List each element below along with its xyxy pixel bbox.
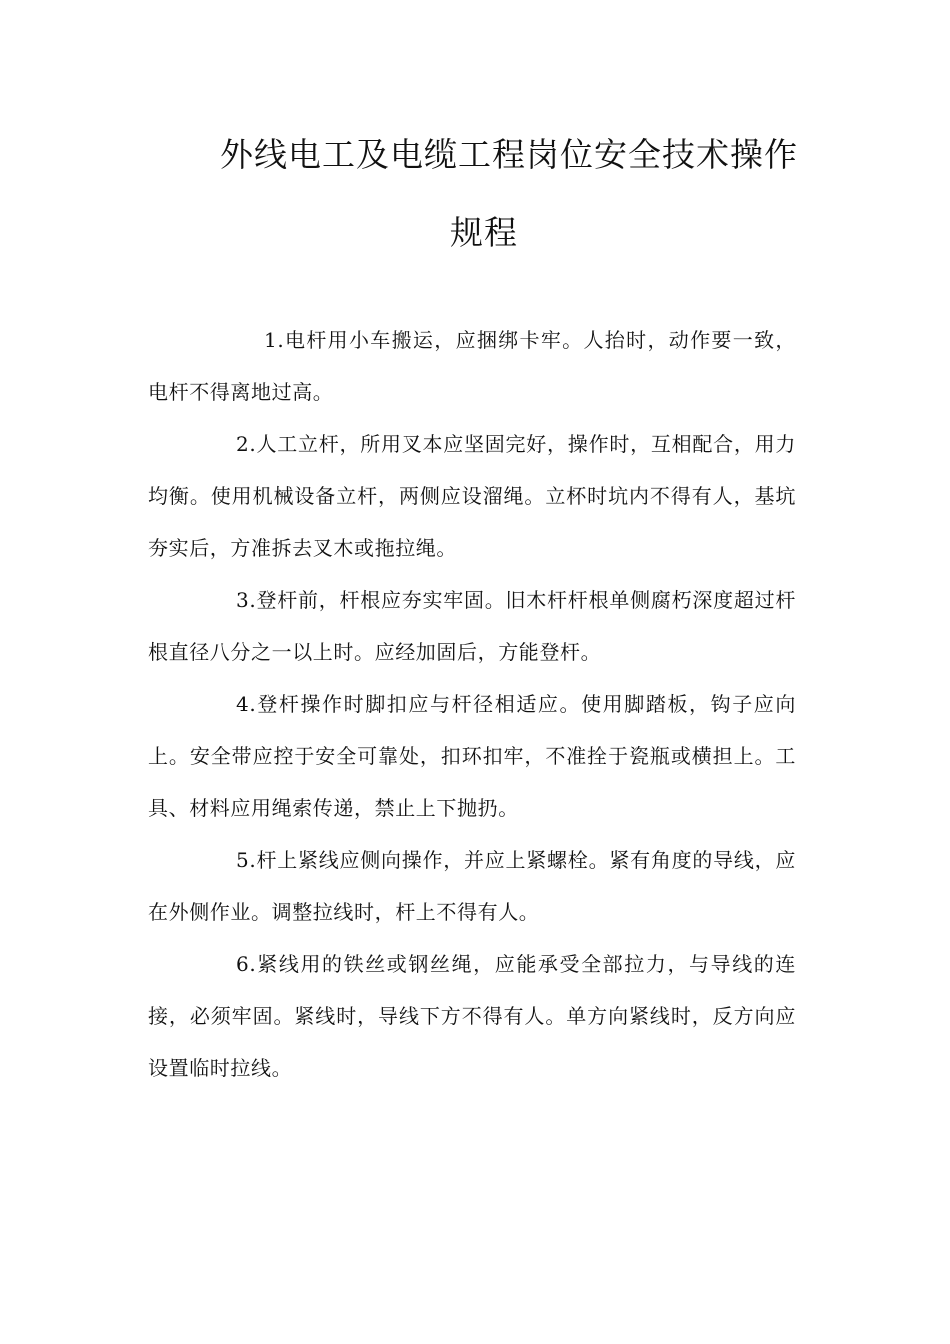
title-line-2: 规程	[450, 213, 518, 252]
paragraph-3: 3.登杆前，杆根应夯实牢固。旧木杆杆根单侧腐朽深度超过杆根直径八分之一以上时。应经加固后，方能登杆。	[148, 588, 796, 664]
paragraph-1: 1.电杆用小车搬运，应捆绑卡牢。人抬时，动作要一致，电杆不得离地过高。	[148, 328, 796, 404]
paragraph-5: 5.杆上紧线应侧向操作，并应上紧螺栓。紧有角度的导线，应在外侧作业。调整拉线时，杆上不得有人。	[148, 848, 796, 924]
paragraph-6: 6.紧线用的铁丝或钢丝绳，应能承受全部拉力，与导线的连接，必须牢固。紧线时，导线下方不得有人。单方向紧线时，反方向应设置临时拉线。	[148, 952, 796, 1080]
title-line-1: 外线电工及电缆工程岗位安全技术操作	[220, 135, 798, 174]
paragraph-4: 4.登杆操作时脚扣应与杆径相适应。使用脚踏板，钩子应向上。安全带应控于安全可靠处，扣环扣牢，不准拴于瓷瓶或横担上。工具、材料应用绳索传递，禁止上下抛扔。	[148, 692, 796, 820]
paragraph-2: 2.人工立杆，所用叉本应坚固完好，操作时，互相配合，用力均衡。使用机械设备立杆，两侧应设溜绳。立杯时坑内不得有人，基坑夯实后，方准拆去叉木或拖拉绳。	[148, 432, 796, 560]
page-title	[148, 116, 800, 272]
document-body	[148, 314, 796, 1094]
